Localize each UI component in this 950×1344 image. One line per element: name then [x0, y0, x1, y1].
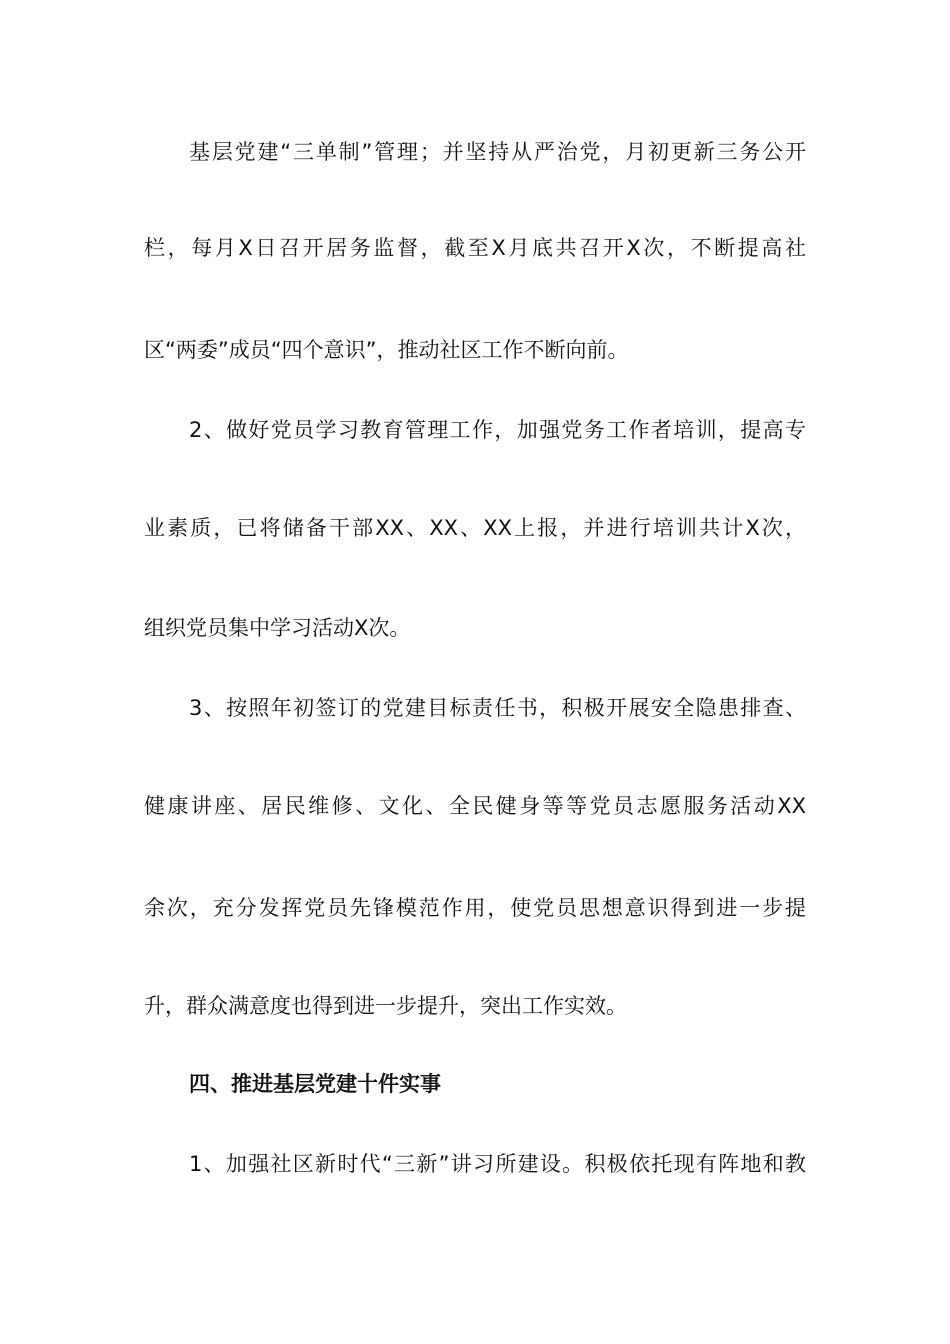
paragraph-line: 组织党员集中学习活动X次。 — [144, 616, 411, 640]
paragraph-line: 3、按照年初签订的党建目标责任书，积极开展安全隐患排查、 — [189, 696, 806, 720]
section-heading: 四、推进基层党建十件实事 — [189, 1072, 441, 1096]
paragraph-line: 栏，每月X日召开居务监督，截至X月底共召开X次，不断提高社 — [144, 236, 806, 260]
paragraph-line: 区“两委”成员“四个意识”，推动社区工作不断向前。 — [144, 338, 629, 362]
paragraph-line: 健康讲座、居民维修、文化、全民健身等等党员志愿服务活动XX — [144, 794, 806, 818]
paragraph-line: 基层党建“三单制”管理；并坚持从严治党，月初更新三务公开 — [189, 140, 806, 164]
paragraph-line: 余次，充分发挥党员先锋模范作用，使党员思想意识得到进一步提 — [144, 896, 806, 920]
paragraph-line: 业素质，已将储备干部XX、XX、XX上报，并进行培训共计X次， — [144, 516, 806, 540]
paragraph-line: 升，群众满意度也得到进一步提升，突出工作实效。 — [144, 994, 627, 1018]
paragraph-line: 1、加强社区新时代“三新”讲习所建设。积极依托现有阵地和教 — [189, 1152, 806, 1176]
paragraph-line: 2、做好党员学习教育管理工作，加强党务工作者培训，提高专 — [189, 418, 806, 442]
